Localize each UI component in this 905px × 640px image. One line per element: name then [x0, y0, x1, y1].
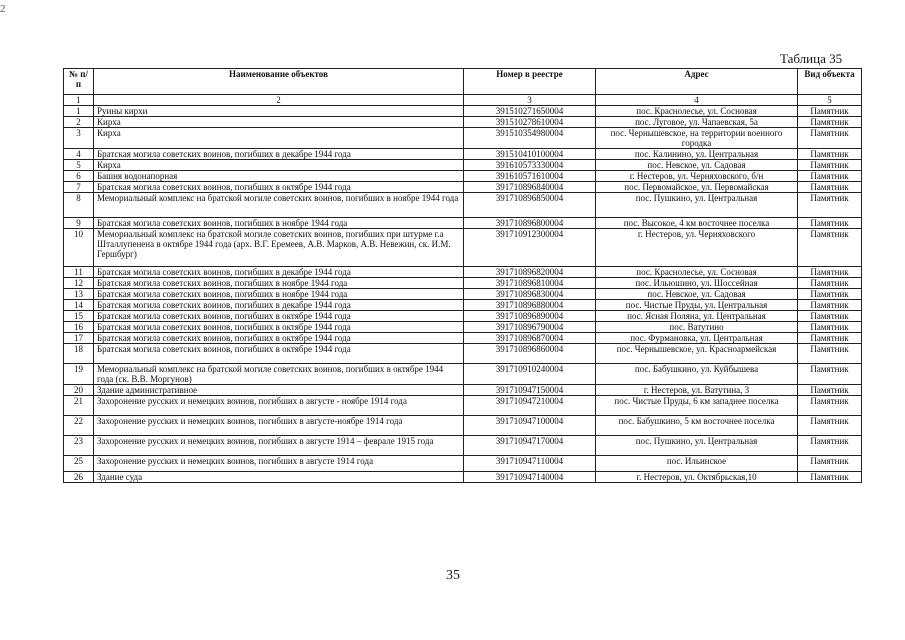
- object-type: Памятник: [798, 182, 862, 193]
- object-type: Памятник: [798, 385, 862, 396]
- object-name: Кирха: [94, 117, 464, 128]
- row-number: 25: [64, 456, 94, 472]
- object-name: Здание суда: [94, 472, 464, 483]
- object-address: пос. Луговое, ул. Чапаевская, 5а: [596, 117, 798, 128]
- registry-table-container: [63, 68, 862, 483]
- table-row: [64, 182, 862, 193]
- object-address: пос. Невское, ул. Садовая: [596, 160, 798, 171]
- row-number: 16: [64, 322, 94, 333]
- object-type: Памятник: [798, 364, 862, 385]
- table-row: [64, 160, 862, 171]
- object-address: пос. Бабушкино, 5 км восточнее поселка: [596, 416, 798, 436]
- row-number: 13: [64, 289, 94, 300]
- object-address: пос. Чистые Пруды, 6 км западнее поселка: [596, 396, 798, 416]
- row-number: 5: [64, 160, 94, 171]
- row-number: 9: [64, 218, 94, 229]
- edge-mark: 2: [0, 3, 6, 15]
- object-type: Памятник: [798, 229, 862, 267]
- column-number-row: [64, 95, 862, 106]
- registry-number: 391710947170004: [464, 436, 596, 456]
- object-address: пос. Первомайское, ул. Первомайская: [596, 182, 798, 193]
- row-number: 23: [64, 436, 94, 456]
- table-row: [64, 171, 862, 182]
- table-row: [64, 289, 862, 300]
- object-type: Памятник: [798, 456, 862, 472]
- object-type: Памятник: [798, 322, 862, 333]
- object-address: г. Нестеров, ул. Ватутина, 3: [596, 385, 798, 396]
- object-type: Памятник: [798, 160, 862, 171]
- registry-number: 391710896790004: [464, 322, 596, 333]
- object-name: Кирха: [94, 160, 464, 171]
- table-row: [64, 416, 862, 436]
- table-row: [64, 300, 862, 311]
- registry-number: 391710910240004: [464, 364, 596, 385]
- registry-number: 391510410100004: [464, 149, 596, 160]
- object-type: Памятник: [798, 289, 862, 300]
- object-address: пос. Невское, ул. Садовая: [596, 289, 798, 300]
- object-address: г. Нестеров, ул. Черняховского: [596, 229, 798, 267]
- col-header-registry: Номер в реестре: [464, 69, 596, 95]
- object-type: Памятник: [798, 416, 862, 436]
- table-row: [64, 117, 862, 128]
- object-address: пос. Пушкино, ул. Центральная: [596, 193, 798, 218]
- object-name: Братская могила советских воинов, погибших в октябре 1944 года: [94, 311, 464, 322]
- object-type: Памятник: [798, 300, 862, 311]
- table-row: [64, 311, 862, 322]
- col-number-5: 5: [798, 95, 862, 106]
- object-type: Памятник: [798, 193, 862, 218]
- table-row: [64, 385, 862, 396]
- table-header-row: [64, 69, 862, 95]
- table-label: Таблица 35: [780, 51, 843, 66]
- col-header-number: № п/п: [64, 69, 94, 95]
- table-row: [64, 149, 862, 160]
- object-address: пос. Чернышевское, на территории военного городка: [596, 128, 798, 149]
- object-name: Братская могила советских воинов, погибших в октябре 1944 года: [94, 333, 464, 344]
- row-number: 4: [64, 149, 94, 160]
- object-name: Мемориальный комплекс на братской могиле советских воинов, погибших в ноябре 1944 года: [94, 193, 464, 218]
- row-number: 12: [64, 278, 94, 289]
- registry-number: 391710896800004: [464, 218, 596, 229]
- row-number: 8: [64, 193, 94, 218]
- object-name: Мемориальный комплекс на братской могиле советских воинов, погибших в октябре 1944 года (ск. В.В. Моргунов): [94, 364, 464, 385]
- registry-number: 391710896860004: [464, 344, 596, 364]
- object-address: пос. Бабушкино, ул. Куйбышева: [596, 364, 798, 385]
- registry-number: 391510278610004: [464, 117, 596, 128]
- object-name: Братская могила советских воинов, погибших в декабре 1944 года: [94, 300, 464, 311]
- object-name: Братская могила советских воинов, погибших в октябре 1944 года: [94, 344, 464, 364]
- col-number-3: 3: [464, 95, 596, 106]
- object-type: Памятник: [798, 436, 862, 456]
- table-body: [64, 106, 862, 483]
- registry-number: 391710896880004: [464, 300, 596, 311]
- object-type: Памятник: [798, 149, 862, 160]
- row-number: 26: [64, 472, 94, 483]
- registry-number: 391510354980004: [464, 128, 596, 149]
- object-name: Братская могила советских воинов, погибших в декабре 1944 года: [94, 267, 464, 278]
- registry-number: 391710896890004: [464, 311, 596, 322]
- object-address: пос. Краснолесье, ул. Сосновая: [596, 267, 798, 278]
- table-row: [64, 472, 862, 483]
- table-row: [64, 193, 862, 218]
- object-address: г. Нестеров, ул. Черняховского, б/н: [596, 171, 798, 182]
- object-name: Мемориальный комплекс на братской могиле советских воинов, погибших при штурме г.а Шталлупенена в октябре 1944 года (арх. В.Г. Еремеев, А.В. Марков, А.В. Невежин, ск. И.М. Гершбург): [94, 229, 464, 267]
- object-type: Памятник: [798, 344, 862, 364]
- object-name: Братская могила советских воинов, погибших в декабре 1944 года: [94, 149, 464, 160]
- object-address: пос. Пушкино, ул. Центральная: [596, 436, 798, 456]
- row-number: 20: [64, 385, 94, 396]
- row-number: 14: [64, 300, 94, 311]
- row-number: 18: [64, 344, 94, 364]
- object-address: пос. Калинино, ул. Центральная: [596, 149, 798, 160]
- col-number-2: 2: [94, 95, 464, 106]
- object-address: пос. Ясная Поляна, ул. Центральная: [596, 311, 798, 322]
- object-address: пос. Ильинское: [596, 456, 798, 472]
- row-number: 19: [64, 364, 94, 385]
- registry-number: 391610571610004: [464, 171, 596, 182]
- registry-number: 391710912300004: [464, 229, 596, 267]
- registry-number: 391710896820004: [464, 267, 596, 278]
- registry-number: 391710947150004: [464, 385, 596, 396]
- object-type: Памятник: [798, 396, 862, 416]
- object-name: Захоронение русских и немецких воинов, погибших в августе-ноябре 1914 года: [94, 416, 464, 436]
- object-type: Памятник: [798, 171, 862, 182]
- object-name: Братская могила советских воинов, погибших в ноябре 1944 года: [94, 289, 464, 300]
- table-row: [64, 436, 862, 456]
- object-type: Памятник: [798, 117, 862, 128]
- col-number-1: 1: [64, 95, 94, 106]
- row-number: 17: [64, 333, 94, 344]
- registry-number: 391710947140004: [464, 472, 596, 483]
- object-address: пос. Высокое, 4 км восточнее поселка: [596, 218, 798, 229]
- object-type: Памятник: [798, 218, 862, 229]
- table-row: [64, 106, 862, 117]
- object-address: пос. Ильюшино, ул. Шоссейная: [596, 278, 798, 289]
- object-name: Братская могила советских воинов, погибших в ноябре 1944 года: [94, 218, 464, 229]
- object-type: Памятник: [798, 106, 862, 117]
- registry-number: 391710896870004: [464, 333, 596, 344]
- object-type: Памятник: [798, 311, 862, 322]
- page-number: 35: [446, 568, 460, 583]
- table-row: [64, 333, 862, 344]
- registry-number: 391710896850004: [464, 193, 596, 218]
- registry-number: 391710947110004: [464, 456, 596, 472]
- table-row: [64, 344, 862, 364]
- registry-number: 391710896840004: [464, 182, 596, 193]
- col-header-type: Вид объекта: [798, 69, 862, 95]
- table-row: [64, 267, 862, 278]
- row-number: 7: [64, 182, 94, 193]
- object-name: Башня водонапорная: [94, 171, 464, 182]
- table-row: [64, 278, 862, 289]
- object-address: пос. Чистые Пруды, ул. Центральная: [596, 300, 798, 311]
- object-address: пос. Краснолесье, ул. Сосновая: [596, 106, 798, 117]
- registry-number: 391710896810004: [464, 278, 596, 289]
- col-header-address: Адрес: [596, 69, 798, 95]
- object-name: Руины кирхи: [94, 106, 464, 117]
- object-type: Памятник: [798, 267, 862, 278]
- registry-table: [63, 68, 862, 483]
- table-row: [64, 229, 862, 267]
- row-number: 6: [64, 171, 94, 182]
- registry-number: 391610573330004: [464, 160, 596, 171]
- object-name: Братская могила советских воинов, погибших в октябре 1944 года: [94, 322, 464, 333]
- object-address: пос. Фурмановка, ул. Центральная: [596, 333, 798, 344]
- object-name: Братская могила советских воинов, погибших в октябре 1944 года: [94, 182, 464, 193]
- registry-number: 391710947100004: [464, 416, 596, 436]
- col-header-name: Наименование объектов: [94, 69, 464, 95]
- object-address: пос. Чернышевское, ул. Красноармейская: [596, 344, 798, 364]
- registry-number: 391510271650004: [464, 106, 596, 117]
- row-number: 21: [64, 396, 94, 416]
- row-number: 2: [64, 117, 94, 128]
- row-number: 11: [64, 267, 94, 278]
- object-type: Памятник: [798, 333, 862, 344]
- row-number: 15: [64, 311, 94, 322]
- table-row: [64, 322, 862, 333]
- object-name: Кирха: [94, 128, 464, 149]
- row-number: 10: [64, 229, 94, 267]
- object-type: Памятник: [798, 278, 862, 289]
- row-number: 3: [64, 128, 94, 149]
- table-row: [64, 128, 862, 149]
- row-number: 1: [64, 106, 94, 117]
- object-type: Памятник: [798, 128, 862, 149]
- table-row: [64, 364, 862, 385]
- object-name: Братская могила советских воинов, погибших в ноябре 1944 года: [94, 278, 464, 289]
- table-row: [64, 396, 862, 416]
- object-address: г. Нестеров, ул. Октябрьская,10: [596, 472, 798, 483]
- object-name: Захоронение русских и немецких воинов, погибших в августе 1914 года: [94, 456, 464, 472]
- object-type: Памятник: [798, 472, 862, 483]
- col-number-4: 4: [596, 95, 798, 106]
- registry-number: 391710947210004: [464, 396, 596, 416]
- registry-number: 391710896830004: [464, 289, 596, 300]
- table-row: [64, 218, 862, 229]
- object-address: пос. Ватутино: [596, 322, 798, 333]
- object-name: Захоронение русских и немецких воинов, погибших в августе - ноябре 1914 года: [94, 396, 464, 416]
- row-number: 22: [64, 416, 94, 436]
- table-row: [64, 456, 862, 472]
- object-name: Захоронение русских и немецких воинов, погибших в августе 1914 – феврале 1915 года: [94, 436, 464, 456]
- object-name: Здание административное: [94, 385, 464, 396]
